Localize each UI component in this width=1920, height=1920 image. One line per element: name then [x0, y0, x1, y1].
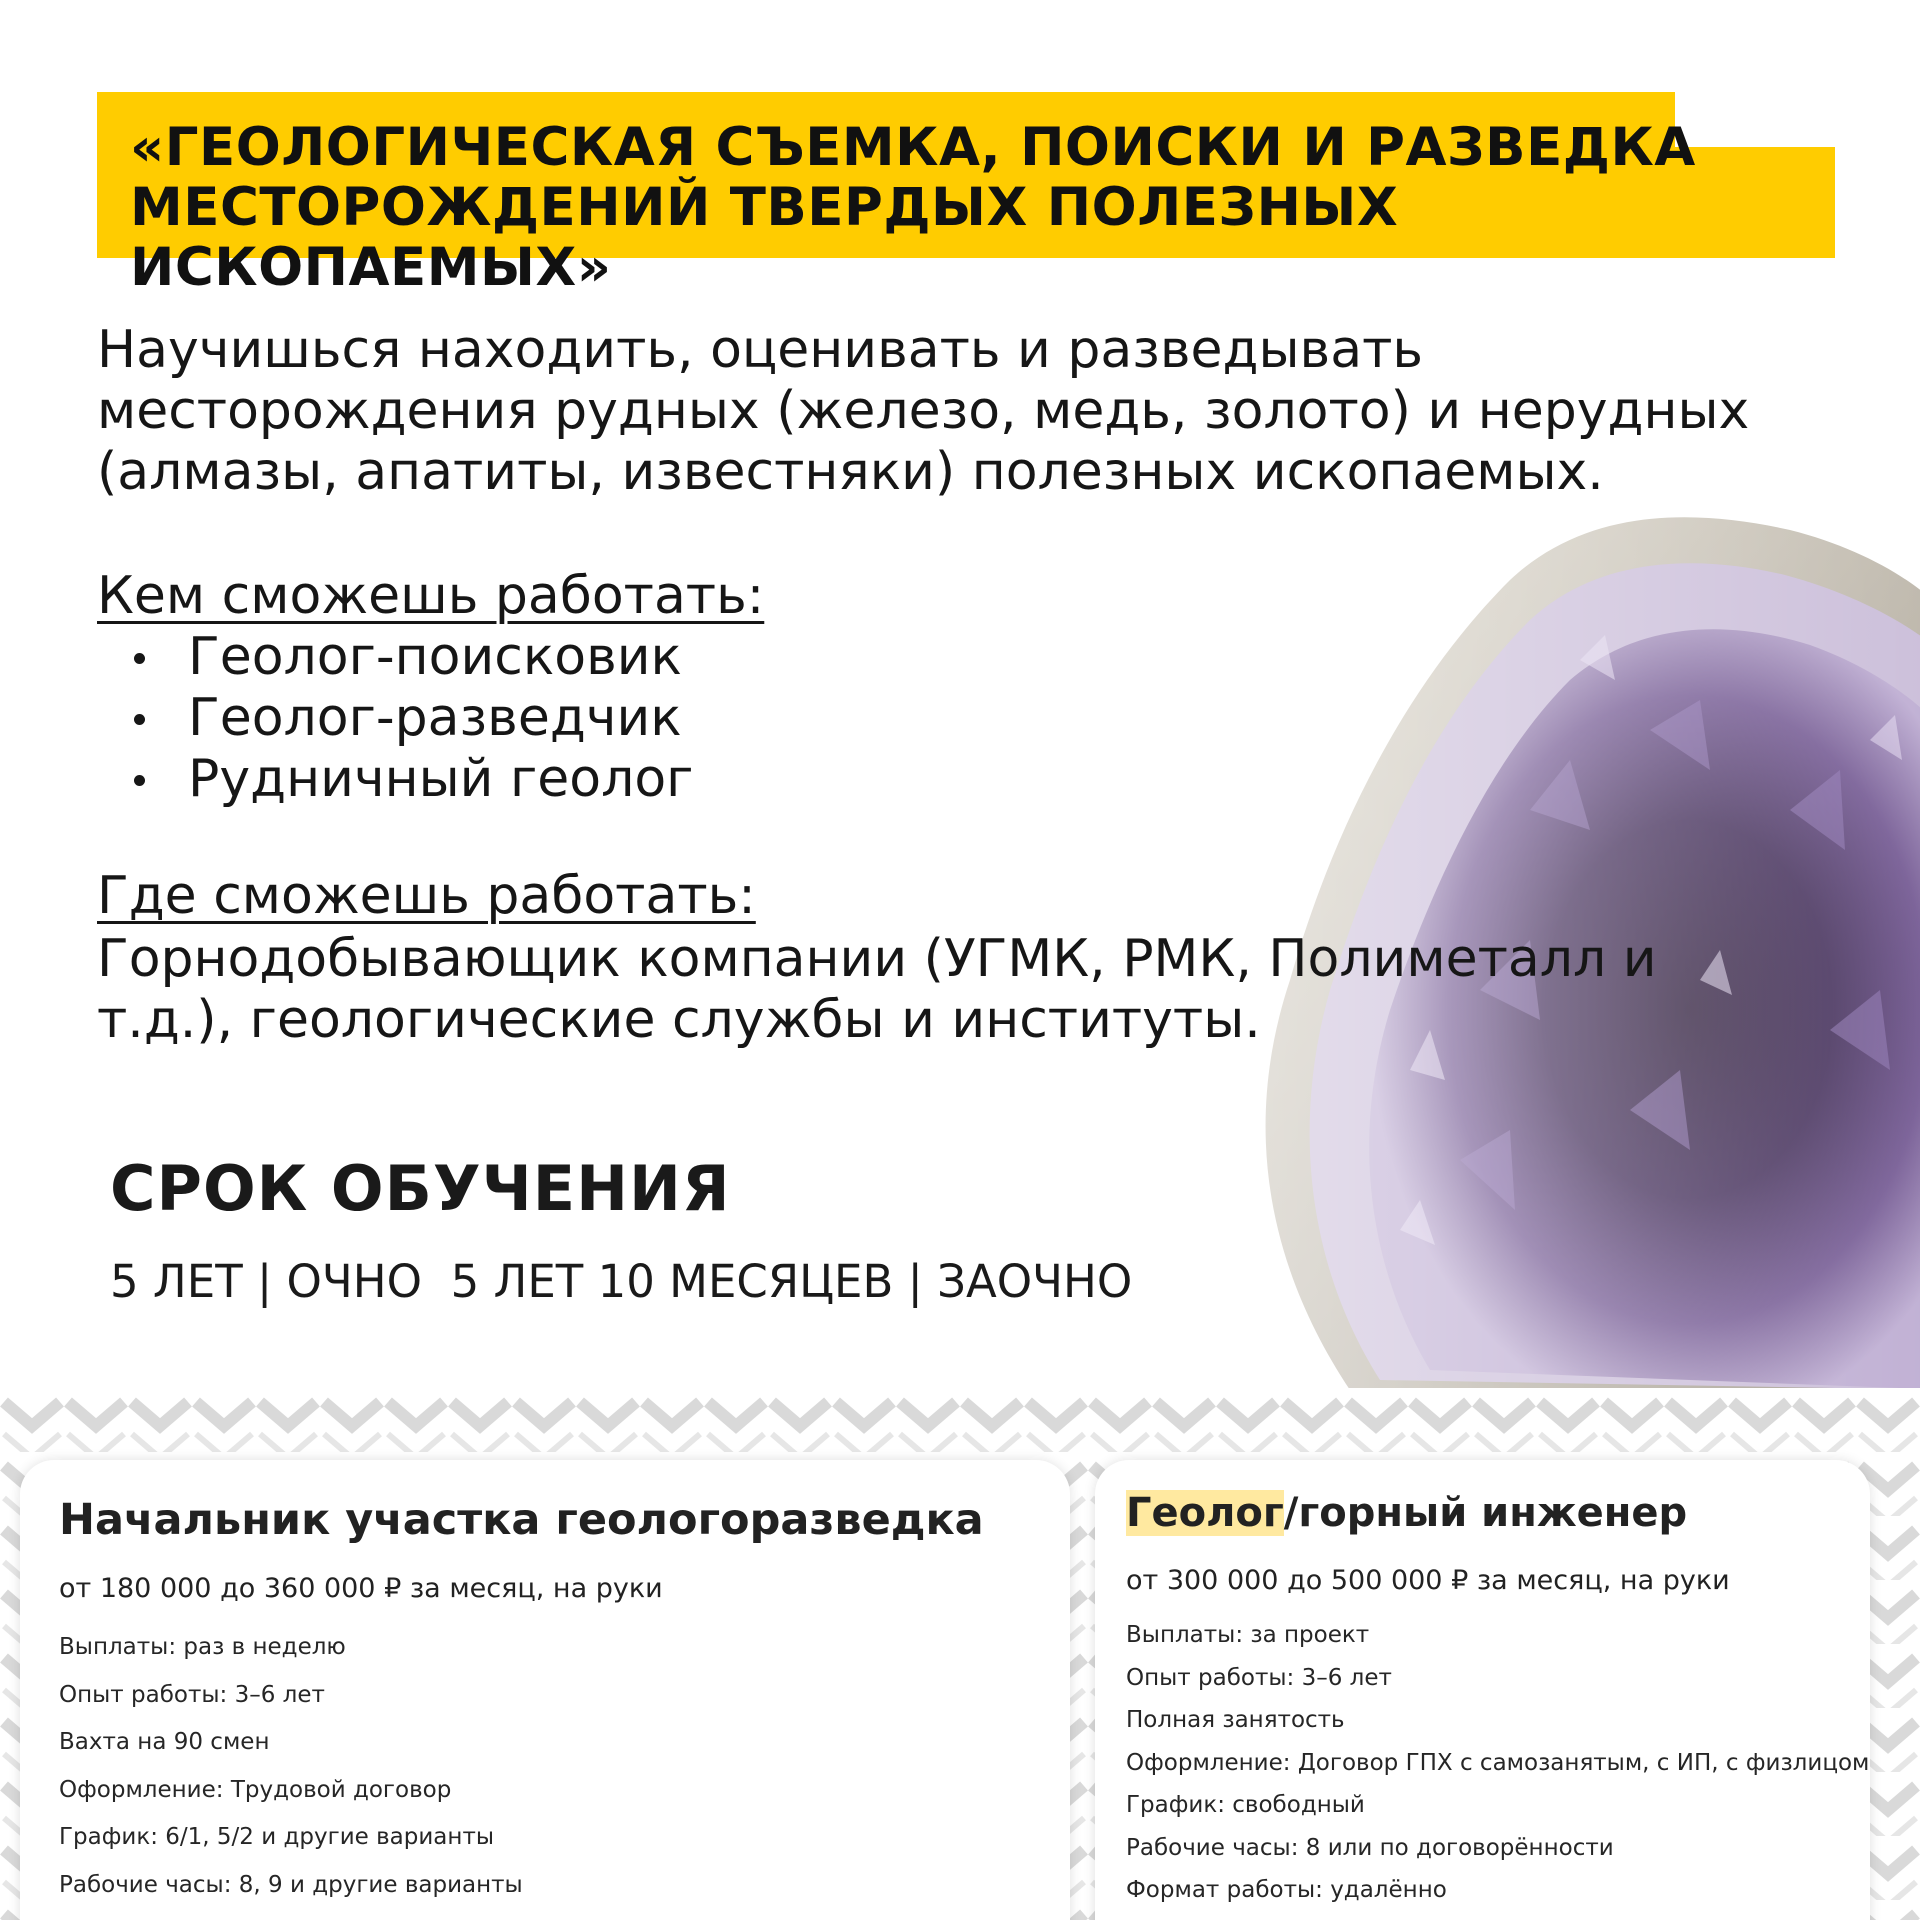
- intro-line: месторождения рудных (железо, медь, золото) и нерудных: [97, 381, 1750, 441]
- vacancy-title: Начальник участка геологоразведка: [59, 1495, 984, 1545]
- career-item: [130, 627, 693, 688]
- careers-list: [130, 627, 693, 810]
- vacancy-detail: Рабочие часы: 8, 9 и другие варианты: [59, 1871, 523, 1898]
- bullet-icon: [134, 714, 145, 725]
- career-item: [130, 688, 693, 749]
- intro-line: (алмазы, апатиты, известняки) полезных ископаемых.: [97, 442, 1604, 502]
- careers-heading: Кем сможешь работать:: [97, 566, 765, 626]
- workplaces-line: т.д.), геологические службы и институты.: [97, 990, 1261, 1050]
- bullet-icon: [134, 775, 145, 786]
- vacancy-detail: Оформление: Трудовой договор: [59, 1776, 452, 1803]
- intro-paragraph: [97, 320, 1877, 503]
- vacancy-title: [1126, 1490, 1687, 1536]
- vacancy-detail: Вахта на 90 смен: [59, 1729, 270, 1755]
- vacancy-salary: от 180 000 до 360 000 ₽ за месяц, на руки: [59, 1573, 663, 1604]
- search-highlight: Геолог: [1126, 1490, 1284, 1536]
- vacancy-detail: График: свободный: [1126, 1792, 1365, 1818]
- career-item: [130, 749, 693, 810]
- term-values: 5 ЛЕТ | ОЧНО 5 ЛЕТ 10 МЕСЯЦЕВ | ЗАОЧНО: [110, 1255, 1133, 1308]
- vacancy-details: [59, 1632, 523, 1917]
- career-label: Геолог-разведчик: [188, 688, 682, 748]
- vacancy-details: [1126, 1620, 1869, 1918]
- term-title: СРОК ОБУЧЕНИЯ: [110, 1152, 731, 1225]
- vacancy-detail: Рабочие часы: 8 или по договорённости: [1126, 1834, 1614, 1861]
- vacancy-title-rest: /горный инженер: [1283, 1490, 1688, 1536]
- workplaces-heading: Где сможешь работать:: [97, 866, 756, 926]
- workplaces-text: [97, 929, 1797, 1051]
- vacancy-detail: Выплаты: за проект: [1126, 1622, 1370, 1648]
- vacancy-detail: График: 6/1, 5/2 и другие варианты: [59, 1824, 495, 1850]
- intro-line: Научишься находить, оценивать и разведывать: [97, 320, 1423, 380]
- vacancy-detail: Формат работы: удалённо: [1126, 1877, 1447, 1903]
- vacancy-detail: Опыт работы: 3–6 лет: [1126, 1664, 1392, 1691]
- vacancy-detail: Оформление: Договор ГПХ с самозанятым, с ИП, с физлицом: [1126, 1749, 1870, 1776]
- career-label: Геолог-поисковик: [188, 627, 682, 687]
- bullet-icon: [134, 653, 145, 664]
- page-title-line1: «ГЕОЛОГИЧЕСКАЯ СЪЕМКА, ПОИСКИ И РАЗВЕДКА: [130, 117, 1696, 178]
- vacancy-detail: Полная занятость: [1126, 1707, 1345, 1733]
- vacancy-detail: Опыт работы: 3–6 лет: [59, 1681, 325, 1708]
- career-label: Рудничный геолог: [188, 749, 694, 809]
- page-title: [130, 118, 1850, 298]
- vacancy-card[interactable]: [1095, 1460, 1870, 1920]
- vacancy-detail: Выплаты: раз в неделю: [59, 1634, 346, 1660]
- page-title-line2: МЕСТОРОЖДЕНИЙ ТВЕРДЫХ ПОЛЕЗНЫХ ИСКОПАЕМЫХ»: [130, 177, 1399, 298]
- vacancy-salary: от 300 000 до 500 000 ₽ за месяц, на руки: [1126, 1565, 1730, 1596]
- vacancy-card[interactable]: [20, 1460, 1070, 1920]
- workplaces-line: Горнодобывающик компании (УГМК, РМК, Полиметалл и: [97, 929, 1657, 989]
